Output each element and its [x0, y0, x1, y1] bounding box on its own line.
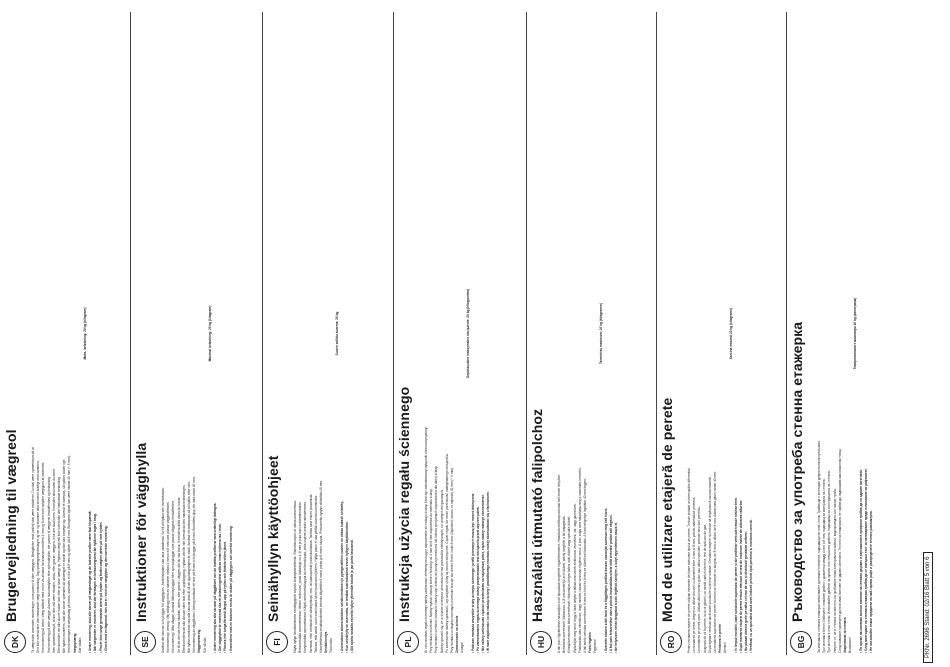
section-body	[424, 14, 492, 653]
body-text: Se till att det inte finns elkablar, vatten- eller gasrör i väggen där du ska borra. Kontrollera alltid innan du borrar.	[176, 496, 181, 653]
body-text: За монтаж на стенната етажерка използвайте крепежни елементи, подходящи за типа стена. Трябва да е монтиран дефектнотоков прекъсвач.	[817, 440, 821, 653]
language-badge: DK	[4, 631, 26, 653]
body-text: Når hylden monteres, skal alle skruer spændes så ophænget er stabilt og ikke kan bevæge sig. Anvend et vaterpas, så hylden sidder lige.	[62, 458, 67, 653]
subheading: Väggmontering	[197, 629, 202, 653]
section-title: Ръководство за употреба стенна етажерка	[789, 321, 805, 622]
body-text: Gör så här:	[202, 637, 207, 653]
language-badge: FI	[266, 631, 288, 653]
body-text: Przy montażu w betonie: Należy wybrać stalowy kołek o średnicy od 4 mm do 8 mm odpowiedni do materiału ściany.	[429, 488, 434, 653]
body-text: Använd rätt skruvar och pluggar för väggtypen. Jordfelsbrytare ska vara installerad. Se till att hyllan inte överbelastas.	[161, 487, 165, 653]
body-text: След окачване проверете дали всички винтове са здраво затегнати. Теглото на етажерката не трябва да надвишава максималния товар.	[837, 448, 842, 653]
max-load-note: Suurin sallittu kuorma: 20 kg	[334, 311, 339, 356]
body-text: Betonfalra szerelésnél: Válasszon 4–8 mm átmérőjű acél dübelt, amely megfelel a fal anyagának.	[562, 515, 567, 653]
max-load-note: Maximal belastning: 20 kg (kilogram)	[207, 305, 212, 362]
body-text: Felakasztás után ellenőrizze, hogy minden csavar szorosan rögzítve van-e. A polc súlya nem haladhatja meg a maximális terhelést.	[577, 467, 582, 653]
body-text: La montarea pe pereți ușori: Utilizați dibluri pentru goluri sau dibluri speciale, potrivite structurii peretelui.	[697, 506, 702, 653]
language-badge: HU	[530, 631, 552, 653]
instruction-list	[859, 14, 875, 653]
body-text: Pentru montarea etajerei de perete utilizați elemente de fixare adecvate tipului de perete. Trebuie instalat un întrerupător diferențial.	[687, 467, 691, 653]
footer-reference: PKNr. 2696 Stand: 02/16 Blatt 5 von 6	[923, 552, 933, 663]
section-title: Használati útmutató falipolchoz	[529, 408, 545, 622]
instruction-list	[213, 14, 234, 653]
section-body	[687, 14, 755, 653]
body-text: Atenție!	[723, 642, 728, 653]
instruction-item: • Szerelés közben a fali tartó és a függőleges profilok összes csavarját szorosan meg kell húzni.	[604, 14, 609, 653]
instruction-item: • W razie wątpliwości co do rodzaju ściany i prawidłowego montażu należy skonsultować się z fachowcem.	[486, 14, 491, 653]
instruction-item: • După montarea etajerei de perete trebuie efectuat un test de încărcare înainte de utilizarea rafturilor.	[739, 14, 744, 653]
section-title: Instrukcja użycia regału ściennego	[396, 386, 412, 622]
max-load-note: Dopuszczalne maksymalne obciążenie: 20 kg (kilogramów)	[465, 288, 470, 379]
instruction-item: • Placér ikke tunge genstande øverst på hylden og fordel vægten jævnt på hele hylden.	[99, 14, 104, 653]
body-text: При монтаж в бетон: Изберете стоманен дюбел с диаметър между 4 mm и 8 mm, подходящ за материала на стената.	[822, 478, 827, 653]
section-divider	[786, 12, 787, 655]
section-divider	[262, 12, 263, 655]
body-text: Внимание!	[848, 637, 853, 653]
section-body	[31, 14, 109, 653]
subheading: Prinderea în perete	[718, 624, 723, 653]
section-pl	[393, 0, 526, 667]
section-bg	[786, 0, 916, 667]
instruction-item: • Asennuksen aikana kaikkien seinäkiinnikkeen ja pystyprofiilien ruuvien on oltava tiukasti kiristetty.	[340, 14, 345, 653]
instruction-list	[734, 14, 755, 653]
language-badge: PL	[397, 631, 419, 653]
subheading: Falra rögzítés	[588, 632, 593, 653]
body-text: Varmista, ettei seinässä ole sähköjohtoja, vesi- tai kaasuputkia porauskohdassa. Tarkista aina ennen poraamista.	[308, 493, 313, 653]
body-text: Przy montażu uchwytów ściennych w betonie stosuje się wiertło 8 mm i kołki 8 mm. Głębokość otworu co najmniej 40 mm (+ 5 mm).	[450, 466, 455, 653]
body-text: При монтаж в леки стени: Използвайте дюбели за кухини или специални дюбели, подходящи за конструкцията на стената.	[827, 470, 832, 653]
instruction-item: • Po zamontowaniu regału ściennego należy przeprowadzić test obciążenia przed użyciem półek.	[476, 14, 481, 653]
section-title: Brugervejledning til vægreol	[3, 429, 19, 622]
body-text: Kevytseinään asennettaessa: Käytä onteloseinätulppia tai erikoistulppia, jotka sopivat seinän rakenteeseen.	[303, 501, 308, 653]
max-load-note: Sarcina maximă 20 kg (kilograme)	[728, 307, 733, 360]
section-ro	[656, 0, 786, 667]
language-badge: SE	[134, 631, 156, 653]
instruction-item: • Nie należy umieszczać ciężkich przedmiotów na najwyższej półce, ciężar należy rozłożyć równomiernie.	[481, 14, 486, 653]
body-text: Vid montering i betong: Välj stålplugg med en diameter mellan 4 mm och 8 mm som passar väggmaterialet.	[166, 501, 171, 653]
body-text: Uwaga!	[460, 642, 465, 653]
section-title: Instruktioner för vägghylla	[133, 442, 149, 622]
section-title: Mod de utilizare etajeră de perete	[659, 397, 675, 622]
body-text: Gør sådan:	[77, 637, 82, 653]
body-text: Asigurați-vă că în perete, la locul găuririi, nu există cabluri electrice, țevi de apă sau de gaz.	[702, 524, 707, 653]
section-body	[293, 14, 355, 653]
instruction-item: • Kontrollera med en fackman om du är osäker på väggtypen och korrekt montering.	[229, 14, 234, 653]
instruction-item: • A fali polc felszerelése után a polcok használatba vétele előtt terhelési próbát kell végezni.	[609, 14, 614, 653]
body-text: Vær opmærksom på, at der ikke må være elkabler, vand- eller gasrør i væggen, hvor der skal bores. Kontrollér altid inden du borer.	[51, 468, 56, 653]
instruction-item: • Podczas montażu wszystkie śruby uchwytu ściennego i profili pionowych muszą być mocno dokręcone.	[471, 14, 476, 653]
body-text: Figyelem!	[593, 639, 598, 653]
body-text: Tarkista, että kaikki ruuvit ovat tiukasti kiinni ripustuksen jälkeen. Hyllyn paino ei saa ylittää suurinta kuormitusta.	[313, 495, 318, 653]
section-se	[130, 0, 262, 667]
body-text: W celu montażu regału ściennego należy zastosować elementy mocujące odpowiednie do rodzaju ściany. Musi być zainstalowany wyłącznik różnicowoprądowy.	[424, 427, 428, 653]
instruction-item: • Check med en fagmand, hvis du er i tvivl om vægtypen og den korrekte montering.	[104, 14, 109, 653]
subheading: Seinäkiinnitys	[324, 631, 329, 653]
max-load-note: Товароносимост максимум 20 kg (килограма)	[853, 297, 858, 370]
instruction-item: • Under montering ska alla skruvar på väggfästet och de lodräta profilerna vara ordentligt åtdragna.	[213, 14, 218, 653]
body-text: La montarea suporturilor de perete în beton se folosește un burghiu de 8 mm și dibluri de 8 mm. Adâncimea găurii minim 40 mm.	[713, 471, 718, 653]
body-text: Vid montering i lätta väggar: Använd hålrumspluggar eller specialpluggar som passar väggens beskaffenhet.	[171, 500, 176, 653]
max-load-note: Teherbírás maximum: 20 kg (kilogramm)	[598, 302, 603, 365]
body-text: Przy montażu w lekkich ścianach: Należy użyć kołków do pustych przestrzeni lub kołków specjalnych odpowiednich dla danej ściany.	[434, 465, 439, 653]
body-text: När hyllan monteras ska alla skruvar dras åt så att upphängningen är stabil. Använd ett vattenpass så att hyllan sitter rakt.	[187, 481, 192, 653]
section-divider	[526, 12, 527, 655]
section-fi	[262, 0, 393, 667]
body-text: Efterkontrollera att alla skruvar sitter fast efter upphängning. Hyllans vikt får inte överskrida den maximala belastningen.	[181, 484, 186, 653]
instruction-item: • Under montering, skal alle skruer på vægbeslaget og de lodrette profiler være fast tilspændt.	[88, 14, 93, 653]
instruction-list	[471, 14, 492, 653]
body-text: Den ikke overskrider den maksimale vægt belastning. Tag ophængningsbeslaget og rør og stramme altid skruerne kraftigt med sammen.	[36, 460, 41, 653]
body-text: Toimi näin:	[329, 637, 334, 653]
instruction-item: • În timpul montării, toate șuruburile suportului de perete și ale profilelor verticale trebuie strânse ferm.	[734, 14, 739, 653]
section-body	[817, 14, 874, 653]
subheading: Закрепване за стената	[843, 617, 848, 653]
body-text: Betoniseinään asennettaessa: Valitse teräsruuvi, jonka halkaisija on 4–8 mm ja joka sopii seinämateriaaliin.	[298, 501, 303, 653]
instruction-item: • Verificați cu un specialist dacă aveți îndoieli privind tipul peretelui și montarea corectă.	[749, 14, 754, 653]
section-hu	[526, 0, 656, 667]
max-load-note: Maks. belastning: 20 kg (kilogram)	[83, 307, 88, 360]
instruction-item: • Nu plasați obiecte grele pe raftul cel mai de sus și distribuiți greutatea uniform.	[744, 14, 749, 653]
instruction-item: • Når vægreolen er monteret, skal der foretages en belastningstest før hylderne tages i brug.	[93, 14, 98, 653]
section-title: Seinähyllyn käyttöohjeet	[265, 455, 281, 622]
instruction-item: • Kun seinähylly on asennettu, on tehtävä kuormitustesti ennen hyllyjen käyttöönottoa.	[345, 14, 350, 653]
body-text: A fali polc rögzítéséhez használjon a fal típusának megfelelő rögzítőelemeket. Hibaáram-védőkapcsolónak kell lennie telepítve.	[557, 474, 561, 653]
body-text: Käytä hyllyn kiinnittämiseen seinätyyppiisi sopivia kiinnitystarvikkeita. Vikavirtasuojan on oltava asennettuna.	[293, 500, 297, 653]
section-divider	[656, 12, 657, 655]
body-text: A fali tartók betonba szerelésekor 8 mm-es fúrót és 8 mm-es dübelt kell használni. A furat mélysége legalább 40 mm legyen.	[583, 478, 588, 653]
body-text: Ved montering på beton: Vælg stålbolt med en let vis afstand fra hinanden mellem 4 mm og 8 mm som opfylder vægtypen af materialet.	[41, 461, 46, 653]
section-divider	[393, 12, 394, 655]
body-text: Efterkontroller om alle skruer sidder fast efter at have hængt op. Hyldens vægt må ikke overskride den maksimale belastning.	[57, 476, 62, 653]
body-text: Til vægreolen anvendes monteringer, som passer til dine vægtyper. Beskyttelse mod jordfejl skal være installeret. Du skal være opmærksom på at	[31, 447, 35, 653]
language-badge: RO	[660, 631, 682, 653]
body-text: Należy upewnić się, że w ścianie w miejscu wiercenia nie ma przewodów elektrycznych, rur wodnych ani gazowych.	[439, 489, 444, 653]
body-text: Vid montering av väggfästen i betong används ett borr på 8 mm och pluggar på 8 mm. Borrhålets djup bör vara minst 40 mm.	[192, 476, 197, 653]
instruction-list	[88, 14, 109, 653]
body-text: Győződjön meg arról, hogy a fúrás helyén a falban nincsenek elektromos vezetékek, víz- vagy gázcsövek.	[572, 503, 577, 653]
section-dk	[0, 0, 130, 667]
instruction-item: • След монтиране на стенната етажерка трябва да се извърши тест за натоварване преди използване на рафтовете.	[864, 14, 869, 653]
section-body	[161, 14, 234, 653]
section-divider	[130, 12, 131, 655]
instruction-item: • По време на монтажа всички винтове на стенния държач и вертикалните профили трябва да са здраво затегнати.	[859, 14, 864, 653]
section-body	[557, 14, 619, 653]
instruction-item: • Om vägghyllan är monterad ska ett belastningstest utföras innan hyllorna tas i bruk.	[218, 14, 223, 653]
instruction-list	[340, 14, 356, 653]
body-text: După agățare verificați dacă toate șuruburile sunt bine strânse. Greutatea etajerei nu trebuie să depășească sarcina maximă.	[707, 476, 712, 653]
subheading: Vægophæng	[72, 633, 77, 653]
body-text: Kiinnitettäessä seinäkiinnikkeitä betoniin käytetään 8 mm:n poraa ja 8 mm:n tulppia. Porausreiän syvyys vähintään 40 mm.	[319, 480, 324, 653]
body-text: Po zawieszeniu należy sprawdzić, czy wszystkie śruby są mocno dokręcone. Ciężar regału nie może przekraczać maksymalnego obciążenia.	[444, 453, 449, 653]
instruction-item: • Placera inte tunga föremål längst upp på hyllan och fördela vikten jämnt.	[223, 14, 228, 653]
instruction-item: • Älä sijoita raskaita esineitä hyllyn ylimmälle tasolle ja jaa paino tasaisesti.	[350, 14, 355, 653]
body-text: La montarea pe beton: Alegeți un dibluri din oțel cu diametrul între 4 mm și 8 mm, potrivit materialului peretelui.	[692, 496, 697, 653]
body-text: Уверете се, че в стената на мястото на пробиване няма електрически кабели, водопроводни или газови тръби.	[832, 487, 837, 653]
instruction-item: • Не поставяйте тежки предмети на най-горния рафт и разпределете теглото равномерно.	[869, 14, 874, 653]
instruction-list	[604, 14, 620, 653]
instruction-item: • Ne helyezzen nehéz tárgyakat a polc legfelső szintjére, a súlyt egyenletesen ossza el.	[614, 14, 619, 653]
body-text: Könnyűszerkezetes falra szerelésnél: Használjon üreges falhoz való dübelt vagy speciális dübelt.	[567, 516, 572, 653]
language-badge: BG	[790, 631, 812, 653]
body-text: Ved montering på lette vægge: Anvend hulrumsdybler eller specialdybler, der passer til væggens beskaffenhed og belastning.	[46, 476, 51, 653]
subheading: Zamocowanie na ścianie	[455, 615, 460, 653]
body-text: Ved monteringen af vægbeslag på beton, anvendes et bor på 8 mm og dybler på 8 mm. Boringens dybde bør være mindst 40 mm (+ 5 mm).	[67, 455, 72, 653]
